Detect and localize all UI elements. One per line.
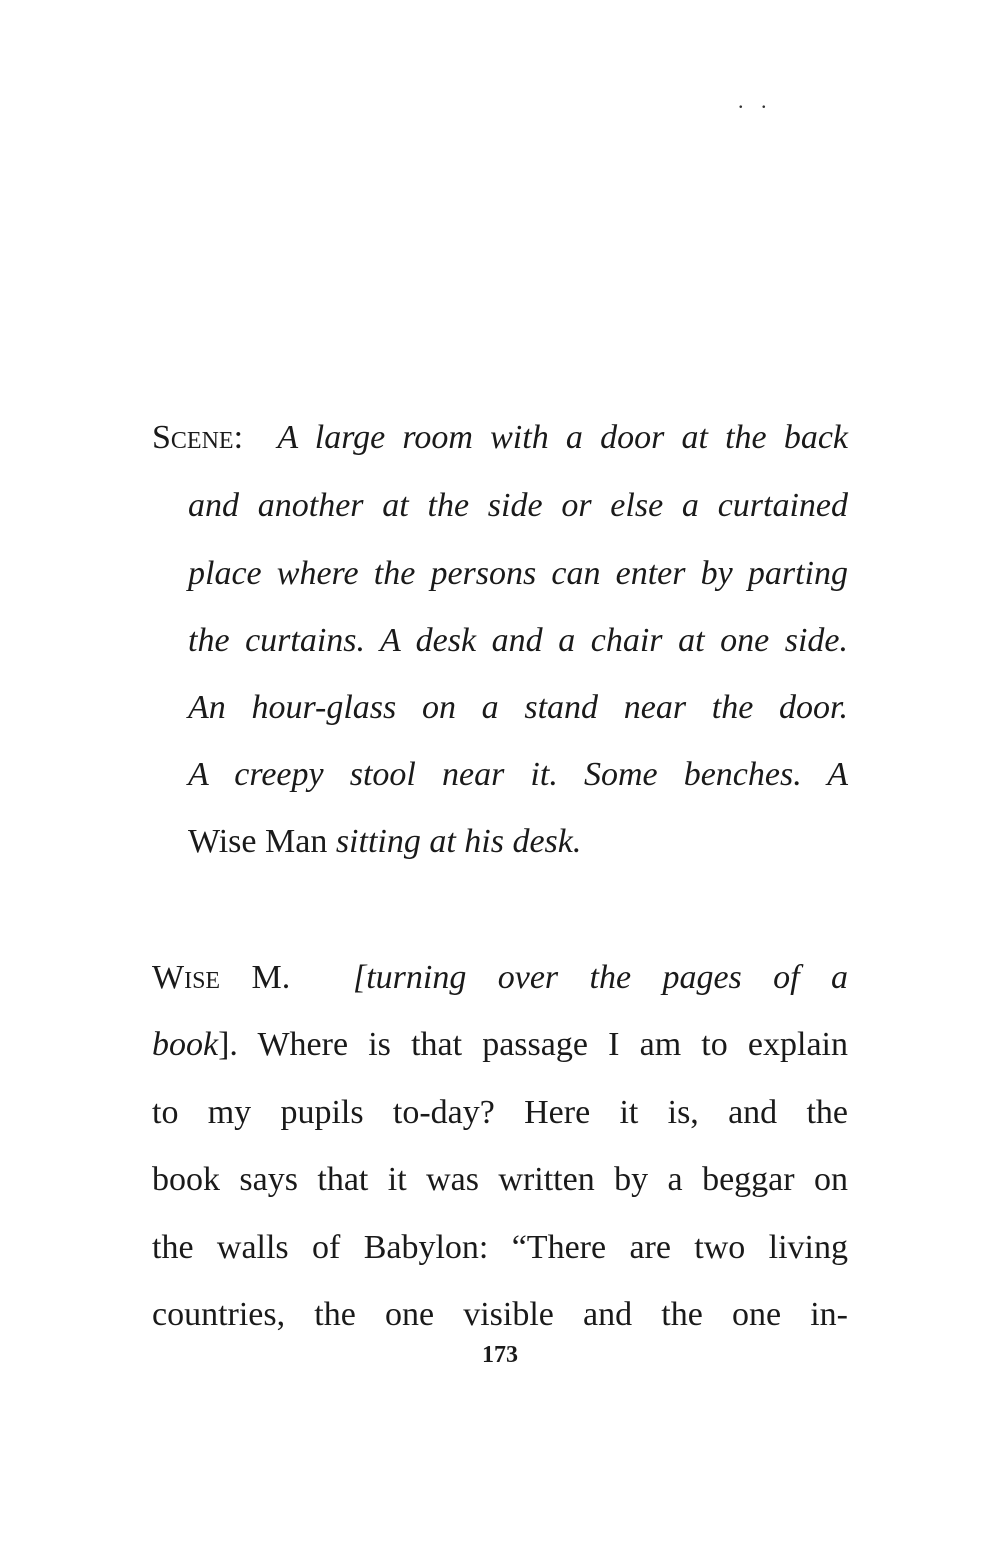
speech-line-6: countries, the one visible and the one in- — [152, 1296, 848, 1333]
speech-line-4: book says that it was written by a beggar on — [152, 1161, 848, 1198]
scene-line-5: An hour-glass on a stand near the door. — [188, 689, 848, 726]
scene-line-6: A creepy stool near it. Some benches. A — [188, 756, 848, 793]
speaker-name: Wise M. — [152, 959, 291, 996]
scene-line-7 — [188, 822, 848, 862]
speech-text: ]. Where is that passage I am to explain — [218, 1026, 848, 1063]
speech-line-3: to my pupils to-day? Here it is, and the — [152, 1094, 848, 1131]
character-name: Wise Man — [188, 823, 328, 860]
speech-line-2 — [152, 1025, 848, 1065]
scene-text-end: sitting at his desk. — [335, 823, 582, 860]
scene-line-4: the curtains. A desk and a chair at one side. — [188, 622, 848, 659]
scene-label: Scene — [152, 419, 234, 456]
page-number: 173 — [482, 1342, 518, 1368]
speech-line-1 — [152, 958, 848, 998]
scene-line-3: place where the persons can enter by parting — [188, 555, 848, 592]
stage-direction-end: book — [152, 1026, 219, 1063]
scene-line-1 — [152, 418, 848, 458]
scene-line-2: and another at the side or else a curtained — [188, 487, 848, 524]
stage-direction: [turning over the pages of a — [353, 959, 849, 996]
scene-colon: : — [233, 419, 244, 456]
scene-text: A large room with a door at the back — [277, 419, 849, 456]
speech-line-5: the walls of Babylon: “There are two living — [152, 1229, 848, 1266]
header-mark: . . — [738, 88, 773, 113]
